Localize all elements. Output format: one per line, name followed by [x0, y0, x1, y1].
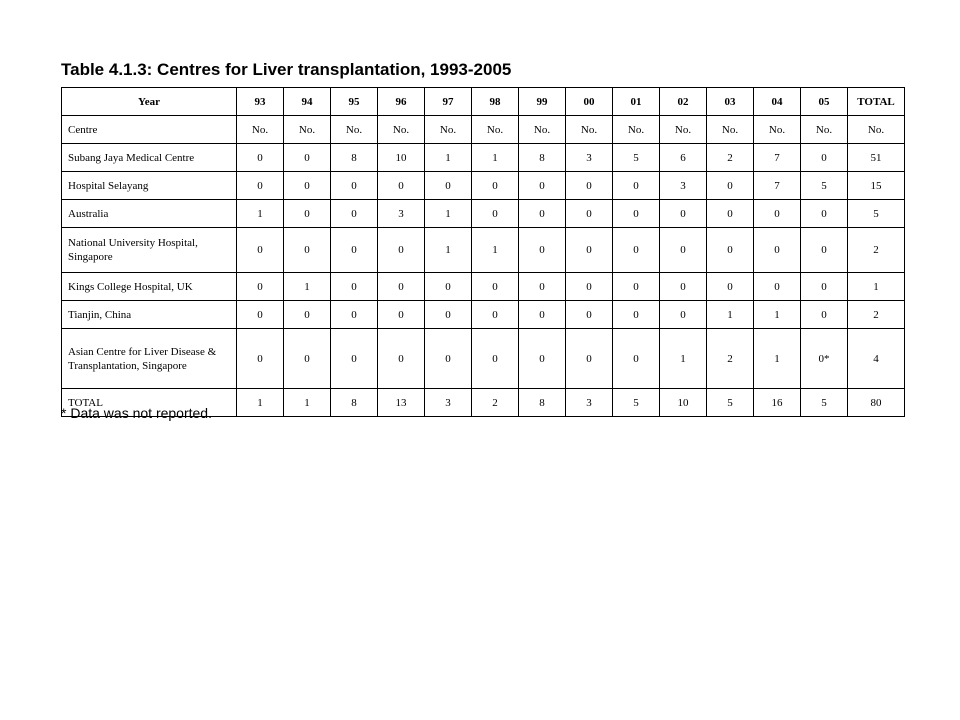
- table-cell: 0: [801, 144, 848, 172]
- table-cell: 8: [331, 389, 378, 417]
- table-cell: 99: [519, 88, 566, 116]
- table-cell: 0: [472, 329, 519, 389]
- table-cell: 0: [801, 301, 848, 329]
- table-cell: 1: [754, 329, 801, 389]
- table-cell: 5: [613, 144, 660, 172]
- table-cell: 0: [660, 273, 707, 301]
- table-cell: 0: [331, 172, 378, 200]
- table-row: [62, 329, 905, 389]
- table-cell: 0: [472, 172, 519, 200]
- table-cell: No.: [284, 116, 331, 144]
- table-cell: 0: [519, 273, 566, 301]
- table-cell: 1: [425, 144, 472, 172]
- table-cell: 01: [613, 88, 660, 116]
- table-cell: No.: [566, 116, 613, 144]
- table-cell: 1: [848, 273, 905, 301]
- table-cell: 0: [707, 273, 754, 301]
- table-cell: No.: [660, 116, 707, 144]
- table-row: [62, 144, 905, 172]
- table-row: [62, 301, 905, 329]
- table-cell: 0: [801, 228, 848, 273]
- table-cell: 1: [660, 329, 707, 389]
- row-label-cell: Year: [62, 88, 237, 116]
- footnote: * Data was not reported.: [61, 405, 212, 421]
- table-cell: 05: [801, 88, 848, 116]
- table-row: [62, 172, 905, 200]
- table-cell: 10: [660, 389, 707, 417]
- table-cell: 0: [378, 228, 425, 273]
- table-cell: 7: [754, 172, 801, 200]
- table-cell: 3: [425, 389, 472, 417]
- table-cell: 0: [237, 228, 284, 273]
- table-cell: 2: [848, 301, 905, 329]
- table-cell: 0: [472, 301, 519, 329]
- table-cell: 3: [566, 144, 613, 172]
- table-cell: No.: [613, 116, 660, 144]
- table-cell: 0: [566, 228, 613, 273]
- table-cell: 1: [237, 200, 284, 228]
- table-cell: 0: [425, 329, 472, 389]
- row-label-cell: Asian Centre for Liver Disease & Transplantation, Singapore: [62, 329, 237, 389]
- row-label-cell: Hospital Selayang: [62, 172, 237, 200]
- table-cell: No.: [331, 116, 378, 144]
- table-cell: 0: [284, 329, 331, 389]
- table-cell: 0: [284, 144, 331, 172]
- table-cell: 2: [707, 144, 754, 172]
- table-cell: 0: [378, 301, 425, 329]
- table-cell: 0: [754, 273, 801, 301]
- table-cell: 0: [519, 172, 566, 200]
- table-cell: 0: [613, 273, 660, 301]
- table-cell: 15: [848, 172, 905, 200]
- table-cell: 0: [613, 301, 660, 329]
- table-cell: 0: [613, 329, 660, 389]
- table-cell: 1: [472, 144, 519, 172]
- table-cell: 1: [754, 301, 801, 329]
- table-cell: 8: [519, 144, 566, 172]
- table-cell: 0: [519, 228, 566, 273]
- table-cell: 3: [566, 389, 613, 417]
- table-cell: 8: [519, 389, 566, 417]
- table-cell: No.: [848, 116, 905, 144]
- table-cell: 10: [378, 144, 425, 172]
- table-cell: 0: [331, 301, 378, 329]
- liver-transplant-table: [61, 87, 905, 417]
- table-row: [62, 228, 905, 273]
- table-cell: 03: [707, 88, 754, 116]
- table-cell: No.: [237, 116, 284, 144]
- table-cell: 0: [237, 172, 284, 200]
- table-cell: 0: [331, 228, 378, 273]
- row-label-cell: Tianjin, China: [62, 301, 237, 329]
- table-cell: 93: [237, 88, 284, 116]
- table-cell: 3: [378, 200, 425, 228]
- table-cell: 00: [566, 88, 613, 116]
- table-cell: 0: [754, 200, 801, 228]
- row-label-cell: National University Hospital, Singapore: [62, 228, 237, 273]
- table-cell: 0*: [801, 329, 848, 389]
- table-cell: 51: [848, 144, 905, 172]
- table-cell: No.: [754, 116, 801, 144]
- table-cell: 0: [519, 301, 566, 329]
- table-cell: 0: [378, 329, 425, 389]
- table-cell: 0: [378, 172, 425, 200]
- table-cell: 0: [613, 172, 660, 200]
- table-cell: 1: [707, 301, 754, 329]
- table-cell: No.: [707, 116, 754, 144]
- subheader-row: [62, 116, 905, 144]
- table-cell: TOTAL: [848, 88, 905, 116]
- table-cell: 6: [660, 144, 707, 172]
- table-cell: 8: [331, 144, 378, 172]
- table-cell: 96: [378, 88, 425, 116]
- table-cell: 0: [331, 329, 378, 389]
- table-cell: 0: [707, 228, 754, 273]
- row-label-cell: Kings College Hospital, UK: [62, 273, 237, 301]
- table-cell: 0: [707, 200, 754, 228]
- table-cell: No.: [519, 116, 566, 144]
- table-cell: No.: [378, 116, 425, 144]
- table-cell: 16: [754, 389, 801, 417]
- table-cell: 1: [284, 273, 331, 301]
- row-label-cell: Centre: [62, 116, 237, 144]
- table-cell: 0: [284, 228, 331, 273]
- table-cell: 04: [754, 88, 801, 116]
- table-cell: 0: [425, 273, 472, 301]
- table-cell: 0: [331, 200, 378, 228]
- table-cell: 1: [425, 228, 472, 273]
- table-cell: 0: [660, 301, 707, 329]
- table-cell: 0: [237, 273, 284, 301]
- table-cell: 0: [660, 228, 707, 273]
- table-cell: 0: [707, 172, 754, 200]
- row-label-cell: Australia: [62, 200, 237, 228]
- table-cell: 0: [237, 301, 284, 329]
- table-cell: 0: [566, 273, 613, 301]
- table-cell: 0: [472, 273, 519, 301]
- table-cell: 94: [284, 88, 331, 116]
- table-cell: 97: [425, 88, 472, 116]
- table-cell: 80: [848, 389, 905, 417]
- table-cell: 1: [472, 228, 519, 273]
- table-cell: 0: [425, 301, 472, 329]
- table-cell: 0: [284, 172, 331, 200]
- table-cell: No.: [472, 116, 519, 144]
- table-cell: 7: [754, 144, 801, 172]
- table-cell: 2: [472, 389, 519, 417]
- table-cell: 95: [331, 88, 378, 116]
- table-row: [62, 200, 905, 228]
- table-cell: 0: [613, 200, 660, 228]
- table-cell: 1: [284, 389, 331, 417]
- table-cell: 5: [707, 389, 754, 417]
- table-cell: 5: [801, 172, 848, 200]
- row-label-cell: TOTAL: [62, 389, 237, 417]
- table-cell: 0: [566, 329, 613, 389]
- table-cell: 5: [848, 200, 905, 228]
- header-row: [62, 88, 905, 116]
- table-cell: 1: [237, 389, 284, 417]
- table-cell: 0: [566, 301, 613, 329]
- table-row: [62, 273, 905, 301]
- table-cell: 0: [801, 200, 848, 228]
- table-cell: 0: [331, 273, 378, 301]
- table-cell: 0: [237, 144, 284, 172]
- table-cell: 02: [660, 88, 707, 116]
- table-cell: 0: [660, 200, 707, 228]
- table-cell: 0: [566, 172, 613, 200]
- table-cell: 0: [472, 200, 519, 228]
- table-cell: No.: [801, 116, 848, 144]
- table-cell: 2: [848, 228, 905, 273]
- table-cell: 0: [237, 329, 284, 389]
- table-cell: 4: [848, 329, 905, 389]
- table-cell: 0: [378, 273, 425, 301]
- table-cell: 0: [519, 329, 566, 389]
- table-cell: 2: [707, 329, 754, 389]
- table-cell: 0: [519, 200, 566, 228]
- table-cell: 5: [613, 389, 660, 417]
- table-cell: 3: [660, 172, 707, 200]
- table-cell: 0: [566, 200, 613, 228]
- table-cell: 0: [754, 228, 801, 273]
- table-title: Table 4.1.3: Centres for Liver transplantation, 1993-2005: [61, 60, 512, 79]
- table-cell: 13: [378, 389, 425, 417]
- table-cell: 0: [801, 273, 848, 301]
- table-cell: 0: [284, 200, 331, 228]
- table-cell: 1: [425, 200, 472, 228]
- table-cell: 0: [284, 301, 331, 329]
- table-cell: 0: [425, 172, 472, 200]
- table-cell: 0: [613, 228, 660, 273]
- table-cell: 5: [801, 389, 848, 417]
- table-cell: No.: [425, 116, 472, 144]
- table-cell: 98: [472, 88, 519, 116]
- row-label-cell: Subang Jaya Medical Centre: [62, 144, 237, 172]
